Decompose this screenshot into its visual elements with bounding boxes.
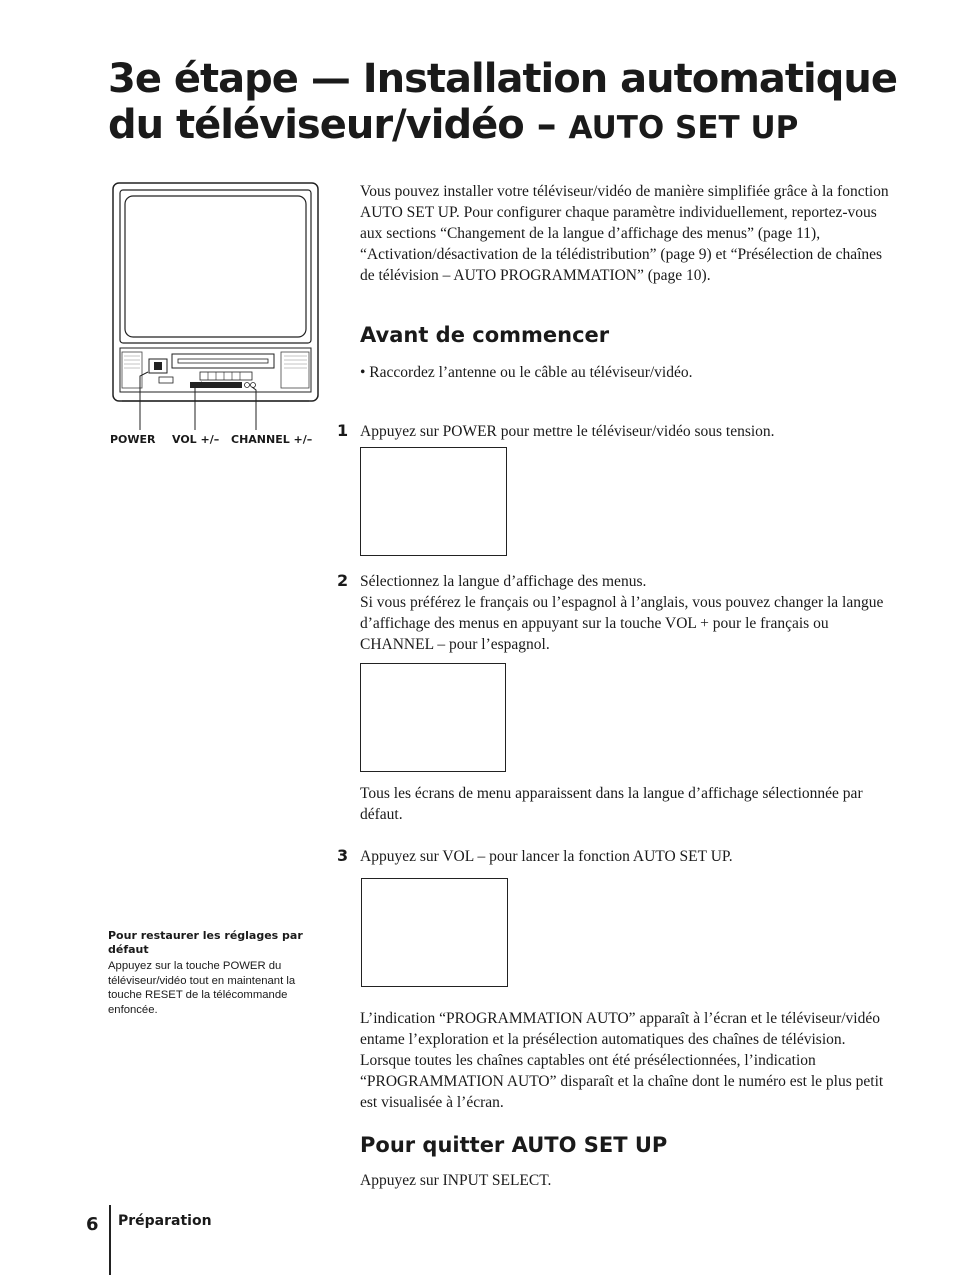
step-2-text: Si vous préférez le français ou l’espagnol à l’anglais, vous pouvez changer la langue d’affichage des menus en appuyant sur la touche VOL + pour le français ou CHANNEL – pour l’espagnol. [360,594,884,653]
quit-heading: Pour quitter AUTO SET UP [360,1133,668,1157]
step-1-text: Appuyez sur POWER pour mettre le téléviseur/vidéo sous tension. [360,423,775,440]
step-3-number: 3 [337,846,349,865]
step-3-screen [361,878,508,987]
channel-label: CHANNEL +/– [231,433,313,446]
step-2-screen [360,663,506,772]
step-1-screen [360,447,507,556]
vol-label: VOL +/– [172,433,220,446]
power-label: POWER [110,433,156,446]
title-line-1: 3e étape — Installation automatique [108,56,897,102]
before-heading: Avant de commencer [360,323,610,347]
title-line-2: du téléviseur/vidéo – [108,102,569,148]
side-note-text: Appuyez sur la touche POWER du téléviseur/vidéo tout en maintenant la touche RESET de la télécommande enfoncée. [108,960,296,1016]
title-smallcaps: AUTO SET UP [568,110,799,146]
side-note-title: Pour restaurer les réglages par défaut [108,929,303,956]
step-2-after: Tous les écrans de menu apparaissent dans la langue d’affichage sélectionnée par défaut. [360,785,863,823]
page-title [108,56,928,151]
step-2-number: 2 [337,571,349,590]
step-2-text-line1: Sélectionnez la langue d’affichage des menus. [360,573,647,590]
section-name: Préparation [118,1213,212,1229]
quit-text: Appuyez sur INPUT SELECT. [360,1172,552,1189]
step-3-after: L’indication “PROGRAMMATION AUTO” apparaît à l’écran et le téléviseur/vidéo entame l’exploration et la présélection automatiques des chaînes de télévision. Lorsque toutes les chaînes captables ont été présélectionnées, l’indication “PROGRAMMATION AUTO” disparaît et la chaîne dont le numéro est le plus petit est visualisée à l’écran. [360,1010,884,1111]
page-number: 6 [86,1214,99,1235]
tv-illustration [108,180,323,432]
step-1-number: 1 [337,421,349,440]
intro-paragraph: Vous pouvez installer votre téléviseur/vidéo de manière simplifiée grâce à la fonction AUTO SET UP. Pour configurer chaque paramètre individuellement, reportez-vous aux sections “Changement de la langue d’affichage des menus” (page 11), “Activation/désactivation de la télédistribution” (page 9) et “Présélection de chaînes de télévision – AUTO PROGRAMMATION” (page 10). [360,183,889,284]
step-3-text: Appuyez sur VOL – pour lancer la fonction AUTO SET UP. [360,848,733,865]
before-bullet: • Raccordez l’antenne ou le câble au téléviseur/vidéo. [360,364,693,381]
footer-divider [109,1205,111,1275]
